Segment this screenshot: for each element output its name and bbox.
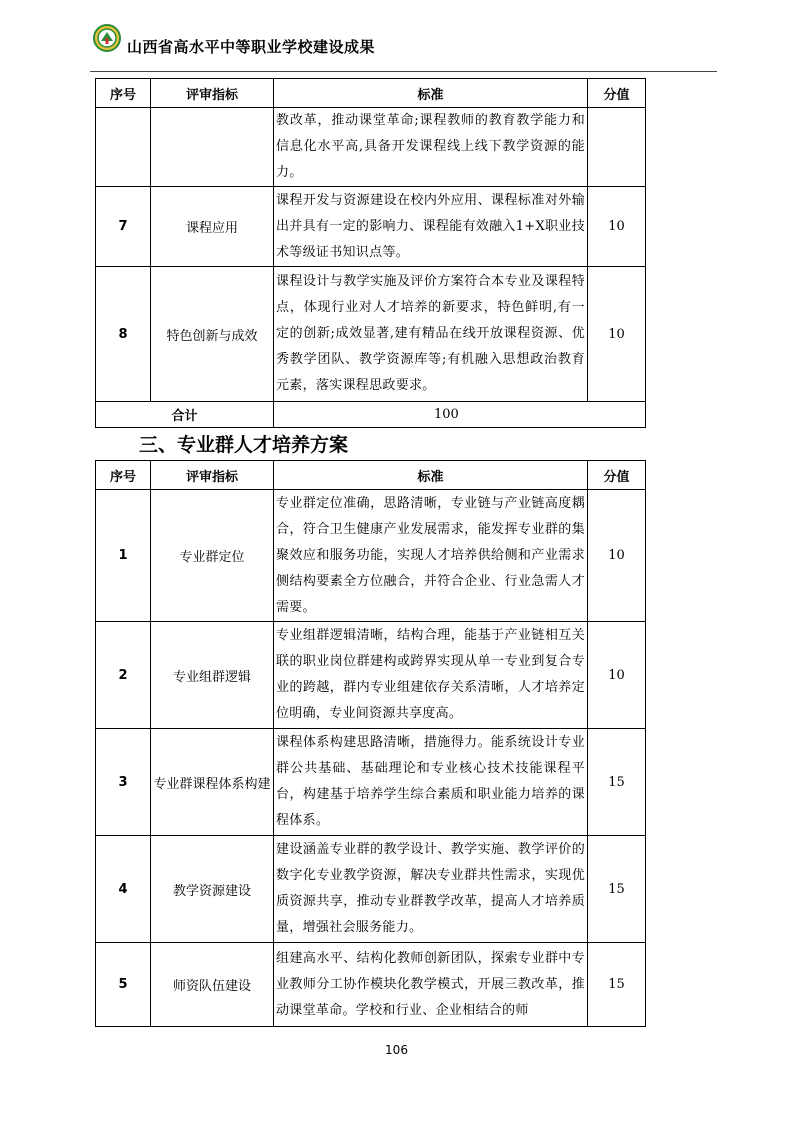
table-row bbox=[96, 267, 646, 402]
table-row bbox=[96, 729, 646, 836]
header-score: 分值 bbox=[588, 79, 646, 108]
header-title: 山西省高水平中等职业学校建设成果 bbox=[127, 38, 376, 56]
row-num: 1 bbox=[96, 490, 151, 622]
row-num: 5 bbox=[96, 943, 151, 1027]
header-indicator: 评审指标 bbox=[151, 461, 274, 490]
row-standard: 教改革，推动课堂革命;课程教师的教育教学能力和信息化水平高,具备开发课程线上线下教学资源的能力。 bbox=[274, 108, 588, 187]
header-standard: 标准 bbox=[274, 461, 588, 490]
row-score: 10 bbox=[588, 622, 646, 729]
row-num: 3 bbox=[96, 729, 151, 836]
row-num: 2 bbox=[96, 622, 151, 729]
table-header-row bbox=[96, 461, 646, 490]
row-standard: 建设涵盖专业群的教学设计、教学实施、教学评价的数字化专业教学资源，解决专业群共性需求，实现优质资源共享，推动专业群教学改革，提高人才培养质量，增强社会服务能力。 bbox=[274, 836, 588, 943]
row-indicator: 专业群课程体系构建 bbox=[151, 729, 274, 836]
page-number: 106 bbox=[385, 1043, 408, 1057]
table-row bbox=[96, 836, 646, 943]
row-standard: 组建高水平、结构化教师创新团队，探索专业群中专业教师分工协作模块化教学模式，开展三教改革，推动课堂革命。学校和行业、企业相结合的师 bbox=[274, 943, 588, 1027]
header-num: 序号 bbox=[96, 461, 151, 490]
row-score: 15 bbox=[588, 836, 646, 943]
header-score: 分值 bbox=[588, 461, 646, 490]
row-indicator bbox=[151, 108, 274, 187]
school-emblem-icon bbox=[93, 24, 121, 52]
total-label: 合计 bbox=[96, 402, 274, 428]
row-indicator: 特色创新与成效 bbox=[151, 267, 274, 402]
row-score: 10 bbox=[588, 187, 646, 267]
table-row bbox=[96, 490, 646, 622]
row-indicator: 教学资源建设 bbox=[151, 836, 274, 943]
row-num bbox=[96, 108, 151, 187]
row-standard: 课程体系构建思路清晰，措施得力。能系统设计专业群公共基础、基础理论和专业核心技术技能课程平台，构建基于培养学生综合素质和职业能力培养的课程体系。 bbox=[274, 729, 588, 836]
total-value: 100 bbox=[274, 402, 646, 428]
table-row bbox=[96, 943, 646, 1027]
header-standard: 标准 bbox=[274, 79, 588, 108]
row-score: 15 bbox=[588, 729, 646, 836]
row-score: 10 bbox=[588, 267, 646, 402]
section-title: 三、专业群人才培养方案 bbox=[139, 434, 349, 456]
table-row bbox=[96, 622, 646, 729]
row-standard: 课程设计与教学实施及评价方案符合本专业及课程特点，体现行业对人才培养的新要求，特色鲜明,有一定的创新;成效显著,建有精品在线开放课程资源、优秀教学团队、教学资源库等;有机融入思想政治教育元素，落实课程思政要求。 bbox=[274, 267, 588, 402]
row-standard: 专业群定位准确，思路清晰，专业链与产业链高度耦合，符合卫生健康产业发展需求，能发挥专业群的集聚效应和服务功能，实现人才培养供给侧和产业需求侧结构要素全方位融合，并符合企业、行业急需人才需要。 bbox=[274, 490, 588, 622]
row-indicator: 课程应用 bbox=[151, 187, 274, 267]
table-header-row bbox=[96, 79, 646, 108]
header-num: 序号 bbox=[96, 79, 151, 108]
row-standard: 课程开发与资源建设在校内外应用、课程标准对外输出并具有一定的影响力、课程能有效融入1+X职业技术等级证书知识点等。 bbox=[274, 187, 588, 267]
table-row bbox=[96, 187, 646, 267]
row-num: 7 bbox=[96, 187, 151, 267]
standards-table-1 bbox=[95, 78, 646, 428]
total-row bbox=[96, 402, 646, 428]
page-header bbox=[0, 0, 793, 75]
row-num: 8 bbox=[96, 267, 151, 402]
row-score: 15 bbox=[588, 943, 646, 1027]
row-indicator: 专业群定位 bbox=[151, 490, 274, 622]
header-indicator: 评审指标 bbox=[151, 79, 274, 108]
row-score: 10 bbox=[588, 490, 646, 622]
standards-table-2 bbox=[95, 460, 646, 1027]
header-divider bbox=[90, 71, 717, 72]
row-standard: 专业组群逻辑清晰，结构合理，能基于产业链相互关联的职业岗位群建构或跨界实现从单一专业到复合专业的跨越，群内专业组建依存关系清晰，人才培养定位明确，专业间资源共享度高。 bbox=[274, 622, 588, 729]
row-indicator: 专业组群逻辑 bbox=[151, 622, 274, 729]
row-indicator: 师资队伍建设 bbox=[151, 943, 274, 1027]
row-score bbox=[588, 108, 646, 187]
row-num: 4 bbox=[96, 836, 151, 943]
table-row bbox=[96, 108, 646, 187]
